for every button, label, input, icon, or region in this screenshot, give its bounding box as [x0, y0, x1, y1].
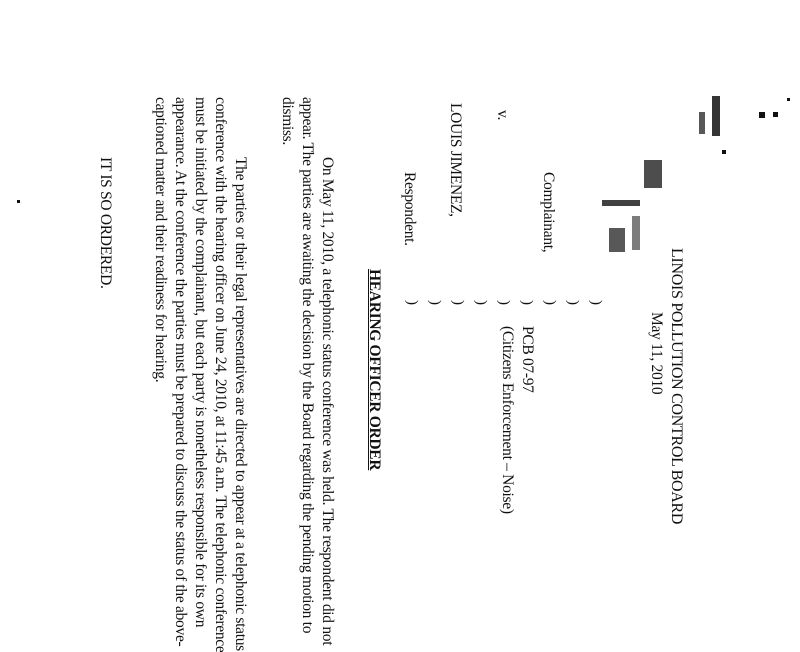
- scan-speck: [787, 98, 790, 101]
- complainant-label: Complainant,: [540, 172, 557, 253]
- bracket: ): [542, 300, 558, 305]
- closing-statement: IT IS SO ORDERED.: [97, 157, 114, 289]
- respondent-label: Respondent.: [401, 172, 418, 246]
- redaction-mark: [644, 160, 662, 188]
- redaction-mark: [602, 200, 640, 206]
- bracket: ): [404, 300, 420, 305]
- bracket: ): [519, 300, 535, 305]
- paragraph1-line2: appear. The parties are awaiting the decision by the Board regarding the pending motion to: [299, 97, 316, 634]
- scan-speck: [722, 150, 726, 154]
- bracket: ): [473, 300, 489, 305]
- redaction-mark: [699, 112, 705, 134]
- order-title: HEARING OFFICER ORDER: [366, 269, 383, 471]
- case-number: PCB 07-97: [519, 326, 536, 393]
- versus-label: v.: [494, 110, 511, 121]
- scan-speck: [773, 112, 778, 117]
- bracket: ): [450, 300, 466, 305]
- paragraph2-line3: must be initiated by the complainant, but each party is nonetheless responsible for its own: [192, 97, 209, 628]
- redaction-mark: [609, 228, 625, 252]
- order-date: May 11, 2010: [648, 312, 665, 395]
- scan-speck: [759, 112, 765, 118]
- paragraph2-line2: conference with the hearing officer on June 24, 2010, at 11:45 a.m. The telephonic conference: [212, 97, 229, 652]
- case-type: (Citizens Enforcement – Noise): [499, 326, 516, 514]
- paragraph2-line1: The parties or their legal representatives are directed to appear at a telephonic status: [232, 157, 249, 651]
- bracket: ): [496, 300, 512, 305]
- bracket: ): [427, 300, 443, 305]
- paragraph1-line1: On May 11, 2010, a telephonic status conference was held. The respondent did not: [319, 157, 336, 646]
- respondent-name: LOUIS JIMENEZ,: [447, 103, 464, 217]
- paragraph2-line4: appearance. At the conference the parties must be prepared to discuss the status of the above-: [172, 97, 189, 647]
- scan-speck: [17, 200, 20, 203]
- redaction-mark: [632, 216, 640, 250]
- bracket: ): [588, 300, 604, 305]
- paragraph1-line3: dismiss.: [279, 97, 296, 145]
- redaction-mark: [712, 96, 720, 136]
- bracket: ): [565, 300, 581, 305]
- paragraph2-line5: captioned matter and their readiness for hearing.: [152, 97, 169, 383]
- board-name: LINOIS POLLUTION CONTROL BOARD: [668, 248, 685, 525]
